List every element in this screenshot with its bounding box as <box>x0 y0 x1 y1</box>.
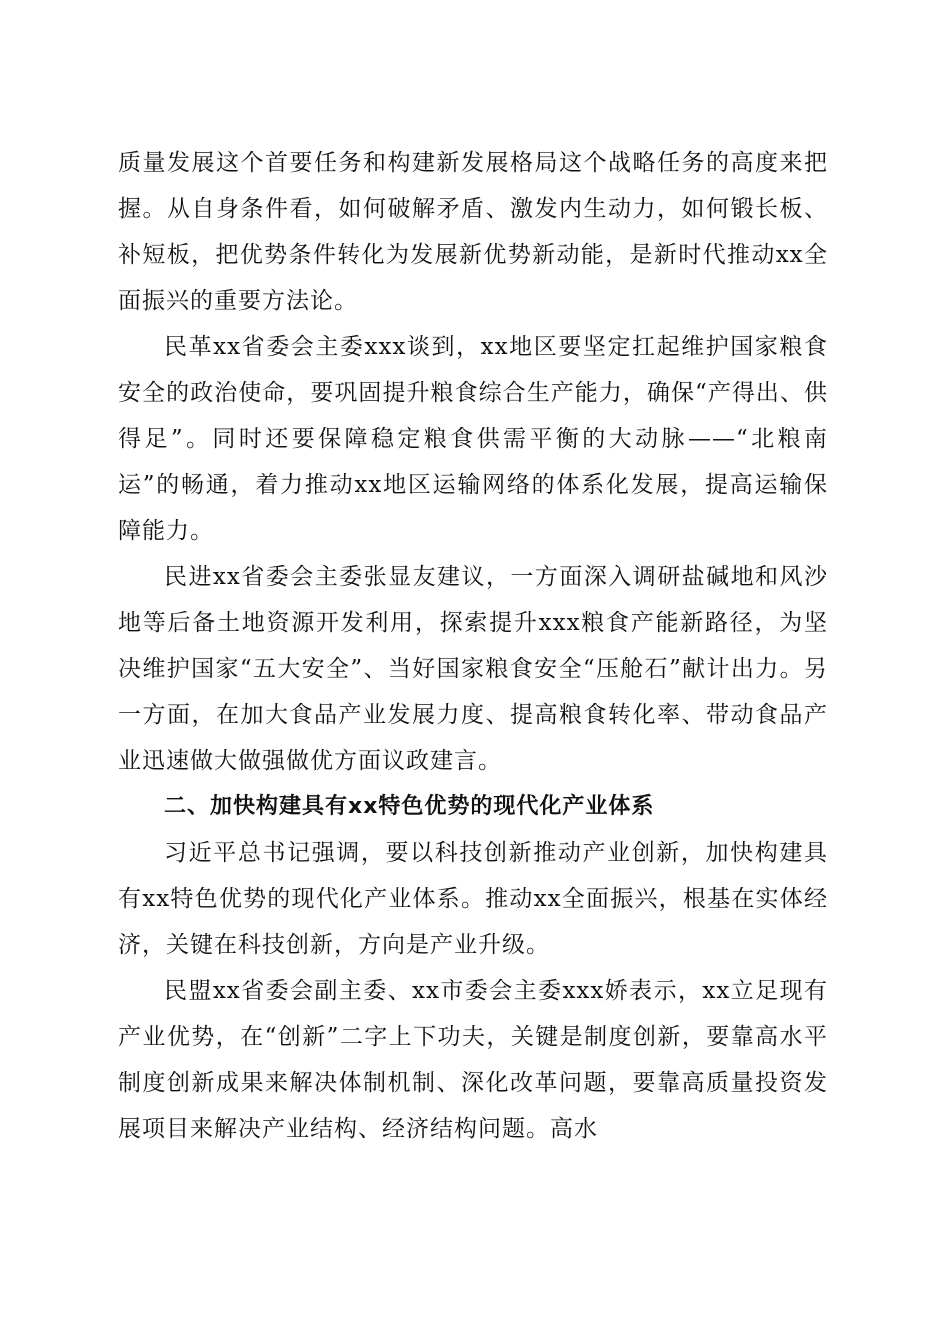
paragraph-minge: 民革xx省委会主委xxx谈到，xx地区要坚定扛起维护国家粮食安全的政治使命，要巩固提升粮食综合生产能力，确保“产得出、供得足”。同时还要保障稳定粮食供需平衡的大动脉——“北粮南运”的畅通，着力推动xx地区运输网络的体系化发展，提高运输保障能力。 <box>118 334 828 544</box>
paragraph-xi-quote: 习近平总书记强调，要以科技创新推动产业创新，加快构建具有xx特色优势的现代化产业体系。推动xx全面振兴，根基在实体经济，关键在科技创新，方向是产业升级。 <box>118 840 828 958</box>
section-heading: 二、加快构建具有xx特色优势的现代化产业体系 <box>164 794 655 819</box>
paragraph-minjin: 民进xx省委会主委张显友建议，一方面深入调研盐碱地和风沙地等后备土地资源开发利用，探索提升xxx粮食产能新路径，为坚决维护国家“五大安全”、当好国家粮食安全“压舱石”献计出力。另一方面，在加大食品产业发展力度、提高粮食转化率、带动食品产业迅速做大做强做优方面议政建言。 <box>118 564 828 774</box>
paragraph-minmeng: 民盟xx省委会副主委、xx市委会主委xxx娇表示，xx立足现有产业优势，在“创新”二字上下功夫，关键是制度创新，要靠高水平制度创新成果来解决体制机制、深化改革问题，要靠高质量投资发展项目来解决产业结构、经济结构问题。高水 <box>118 978 828 1142</box>
paragraph-continuation: 质量发展这个首要任务和构建新发展格局这个战略任务的高度来把握。从自身条件看，如何破解矛盾、激发内生动力，如何锻长板、补短板，把优势条件转化为发展新优势新动能，是新时代推动xx全面振兴的重要方法论。 <box>118 150 828 314</box>
document-body <box>118 140 828 1152</box>
